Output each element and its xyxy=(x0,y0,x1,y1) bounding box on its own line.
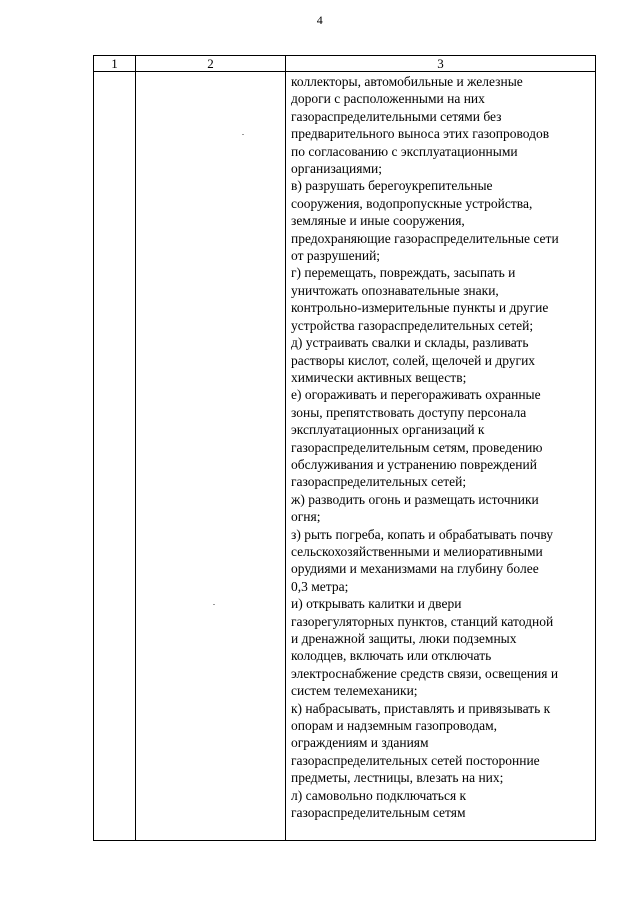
text-line: газораспределительным сетям xyxy=(291,805,466,821)
text-line: д) устраивать свалки и склады, разливать xyxy=(291,335,529,351)
text-line: л) самовольно подключаться к xyxy=(291,787,467,803)
text-line: орудиями и механизмами на глубину более xyxy=(291,561,539,577)
document-table xyxy=(93,55,596,841)
text-line: сельскохозяйственными и мелиоративными xyxy=(291,543,543,559)
text-line: зоны, препятствовать доступу персонала xyxy=(291,404,527,420)
text-line: предохраняющие газораспределительные сети xyxy=(291,230,559,246)
text-line: ограждениям и зданиям xyxy=(291,735,429,751)
column-3-text xyxy=(291,73,595,821)
text-line: по согласованию с эксплуатационными xyxy=(291,143,518,159)
text-line: устройства газораспределительных сетей; xyxy=(291,317,534,333)
text-line: химически активных веществ; xyxy=(291,369,467,385)
text-line: эксплуатационных организаций к xyxy=(291,422,485,438)
column-3-cell xyxy=(286,72,596,841)
text-line: к) набрасывать, приставлять и привязывать к xyxy=(291,700,551,716)
column-header-3: 3 xyxy=(286,56,596,72)
text-line: обслуживания и устранению повреждений xyxy=(291,456,537,472)
scan-speck xyxy=(242,134,244,135)
text-line: земляные и иные сооружения, xyxy=(291,213,465,229)
column-2-cell xyxy=(136,72,286,841)
scan-speck xyxy=(213,604,215,605)
text-line: коллекторы, автомобильные и железные xyxy=(291,74,523,89)
text-line: растворы кислот, солей, щелочей и других xyxy=(291,352,536,368)
text-line: газорегуляторных пунктов, станций катодной xyxy=(291,613,554,629)
text-line: ж) разводить огонь и размещать источники xyxy=(291,491,539,507)
column-header-2: 2 xyxy=(136,56,286,72)
table-body-row xyxy=(94,72,596,841)
column-1-cell xyxy=(94,72,136,841)
text-line: газораспределительных сетей посторонние xyxy=(291,752,540,768)
text-line: в) разрушать берегоукрепительные xyxy=(291,178,493,194)
text-line: огня; xyxy=(291,509,321,525)
text-line: предметы, лестницы, влезать на них; xyxy=(291,770,504,786)
text-line: 0,3 метра; xyxy=(291,578,349,594)
text-line: организациями; xyxy=(291,161,382,177)
text-line: уничтожать опознавательные знаки, xyxy=(291,282,499,298)
text-line: контрольно-измерительные пункты и другие xyxy=(291,300,549,316)
text-line: сооружения, водопропускные устройства, xyxy=(291,195,533,211)
text-line: газораспределительным сетям, проведению xyxy=(291,439,543,455)
table-header-row xyxy=(94,56,596,72)
text-line: систем телемеханики; xyxy=(291,683,418,699)
text-line: г) перемещать, повреждать, засыпать и xyxy=(291,265,516,281)
text-line: колодцев, включать или отключать xyxy=(291,648,492,664)
text-line: е) огораживать и перегораживать охранные xyxy=(291,387,541,403)
text-line: электроснабжение средств связи, освещения и xyxy=(291,665,559,681)
page-number: 4 xyxy=(316,13,324,27)
text-line: и) открывать калитки и двери xyxy=(291,596,462,612)
text-line: дороги с расположенными на них xyxy=(291,91,485,107)
text-line: опорам и надземным газопроводам, xyxy=(291,718,497,734)
text-line: и дренажной защиты, люки подземных xyxy=(291,631,517,646)
text-line: предварительного выноса этих газопроводов xyxy=(291,126,550,142)
text-line: газораспределительными сетями без xyxy=(291,108,502,124)
column-header-1: 1 xyxy=(94,56,136,72)
text-line: з) рыть погреба, копать и обрабатывать почву xyxy=(291,526,554,542)
text-line: от разрушений; xyxy=(291,248,381,264)
text-line: газораспределительных сетей; xyxy=(291,474,467,490)
